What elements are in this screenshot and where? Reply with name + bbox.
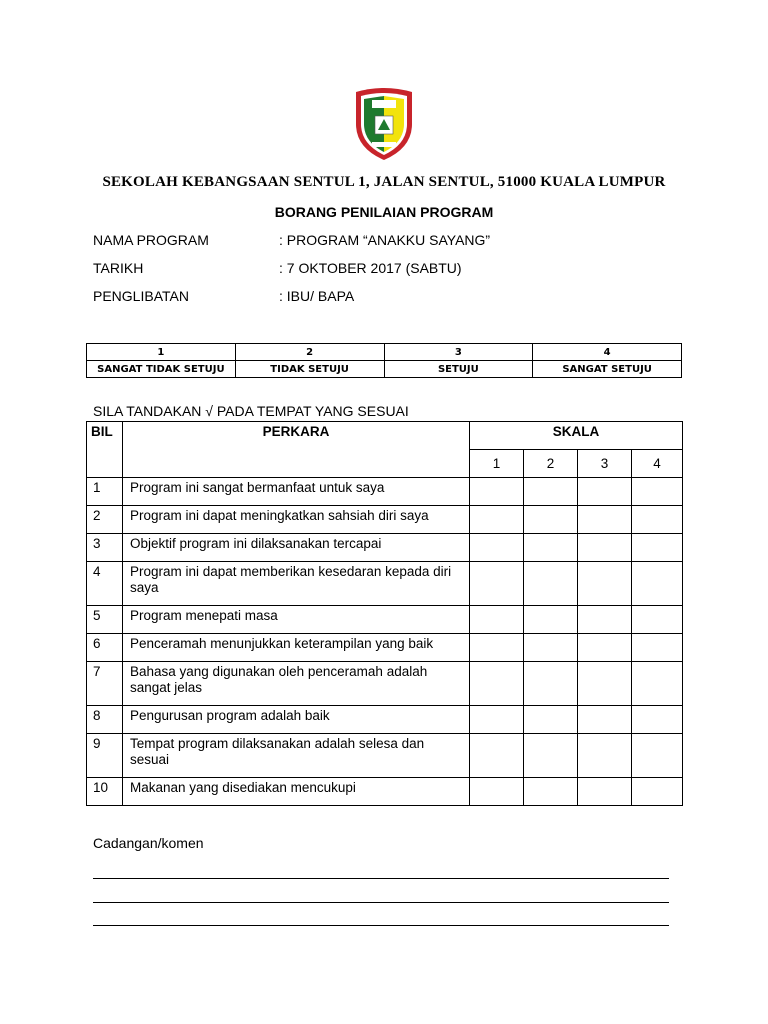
row-statement: Program ini sangat bermanfaat untuk saya (123, 478, 470, 506)
rating-cell[interactable] (524, 534, 578, 562)
rating-cell[interactable] (524, 478, 578, 506)
header-bil: BIL (87, 422, 123, 478)
rating-cell[interactable] (524, 562, 578, 606)
scale-legend-meaning: SETUJU (384, 361, 533, 378)
rating-cell[interactable] (578, 478, 632, 506)
table-header-row (87, 422, 683, 450)
rating-cell[interactable] (470, 534, 524, 562)
scale-legend-meaning: TIDAK SETUJU (235, 361, 384, 378)
scale-legend-meaning: SANGAT SETUJU (533, 361, 682, 378)
scale-column-header: 3 (578, 450, 632, 478)
row-number: 3 (87, 534, 123, 562)
header-skala: SKALA (470, 422, 683, 450)
info-value-tarikh: : 7 OKTOBER 2017 (SABTU) (279, 260, 462, 276)
rating-cell[interactable] (578, 634, 632, 662)
scale-legend-meaning-row (87, 361, 682, 378)
rating-cell[interactable] (632, 778, 683, 806)
table-row (87, 606, 683, 634)
comment-line[interactable] (93, 878, 669, 879)
rating-cell[interactable] (578, 506, 632, 534)
rating-cell[interactable] (632, 478, 683, 506)
rating-cell[interactable] (632, 562, 683, 606)
evaluation-table (86, 421, 683, 806)
scale-column-header: 1 (470, 450, 524, 478)
rating-cell[interactable] (578, 706, 632, 734)
school-crest-logo (352, 86, 416, 162)
scale-legend-number-row (87, 344, 682, 361)
rating-cell[interactable] (470, 606, 524, 634)
scale-column-header: 2 (524, 450, 578, 478)
row-number: 8 (87, 706, 123, 734)
rating-cell[interactable] (524, 634, 578, 662)
rating-cell[interactable] (470, 778, 524, 806)
info-value-nama-program: : PROGRAM “ANAKKU SAYANG” (279, 232, 491, 248)
row-statement: Penceramah menunjukkan keterampilan yang baik (123, 634, 470, 662)
rating-cell[interactable] (578, 606, 632, 634)
row-number: 5 (87, 606, 123, 634)
scale-legend-meaning: SANGAT TIDAK SETUJU (87, 361, 236, 378)
rating-cell[interactable] (632, 706, 683, 734)
scale-legend-number: 2 (235, 344, 384, 361)
info-value-penglibatan: : IBU/ BAPA (279, 288, 355, 304)
table-row (87, 562, 683, 606)
rating-cell[interactable] (524, 606, 578, 634)
school-name-heading: SEKOLAH KEBANGSAAN SENTUL 1, JALAN SENTUL, 51000 KUALA LUMPUR (102, 174, 666, 190)
row-statement: Makanan yang disediakan mencukupi (123, 778, 470, 806)
rating-cell[interactable] (632, 634, 683, 662)
table-row (87, 734, 683, 778)
table-row (87, 534, 683, 562)
scale-legend-table (86, 343, 682, 378)
row-statement: Program ini dapat memberikan kesedaran kepada diri saya (123, 562, 470, 606)
instruction-text: SILA TANDAKAN √ PADA TEMPAT YANG SESUAI (93, 403, 409, 419)
scale-legend-number: 4 (533, 344, 682, 361)
rating-cell[interactable] (578, 562, 632, 606)
rating-cell[interactable] (470, 706, 524, 734)
rating-cell[interactable] (578, 778, 632, 806)
table-row (87, 506, 683, 534)
rating-cell[interactable] (524, 706, 578, 734)
comment-line[interactable] (93, 925, 669, 926)
row-number: 1 (87, 478, 123, 506)
row-statement: Pengurusan program adalah baik (123, 706, 470, 734)
comment-line[interactable] (93, 902, 669, 903)
rating-cell[interactable] (470, 562, 524, 606)
row-statement: Program menepati masa (123, 606, 470, 634)
rating-cell[interactable] (632, 534, 683, 562)
rating-cell[interactable] (470, 478, 524, 506)
rating-cell[interactable] (578, 534, 632, 562)
rating-cell[interactable] (632, 734, 683, 778)
form-title: BORANG PENILAIAN PROGRAM (274, 204, 494, 220)
rating-cell[interactable] (470, 734, 524, 778)
rating-cell[interactable] (470, 662, 524, 706)
row-number: 9 (87, 734, 123, 778)
rating-cell[interactable] (524, 734, 578, 778)
rating-cell[interactable] (578, 734, 632, 778)
rating-cell[interactable] (632, 606, 683, 634)
rating-cell[interactable] (524, 778, 578, 806)
table-row (87, 634, 683, 662)
rating-cell[interactable] (524, 506, 578, 534)
row-number: 7 (87, 662, 123, 706)
row-number: 10 (87, 778, 123, 806)
rating-cell[interactable] (470, 506, 524, 534)
rating-cell[interactable] (632, 506, 683, 534)
table-row (87, 706, 683, 734)
row-statement: Objektif program ini dilaksanakan tercapai (123, 534, 470, 562)
table-row (87, 778, 683, 806)
table-row (87, 662, 683, 706)
table-row (87, 478, 683, 506)
rating-cell[interactable] (470, 634, 524, 662)
scale-column-header: 4 (632, 450, 683, 478)
rating-cell[interactable] (632, 662, 683, 706)
info-label-nama-program: NAMA PROGRAM (93, 232, 209, 248)
rating-cell[interactable] (578, 662, 632, 706)
row-number: 6 (87, 634, 123, 662)
rating-cell[interactable] (524, 662, 578, 706)
info-label-tarikh: TARIKH (93, 260, 144, 276)
header-perkara: PERKARA (123, 422, 470, 478)
row-statement: Program ini dapat meningkatkan sahsiah diri saya (123, 506, 470, 534)
scale-legend-number: 3 (384, 344, 533, 361)
scale-legend-number: 1 (87, 344, 236, 361)
comment-label: Cadangan/komen (93, 835, 204, 851)
row-statement: Tempat program dilaksanakan adalah selesa dan sesuai (123, 734, 470, 778)
row-number: 2 (87, 506, 123, 534)
info-label-penglibatan: PENGLIBATAN (93, 288, 189, 304)
row-number: 4 (87, 562, 123, 606)
row-statement: Bahasa yang digunakan oleh penceramah adalah sangat jelas (123, 662, 470, 706)
